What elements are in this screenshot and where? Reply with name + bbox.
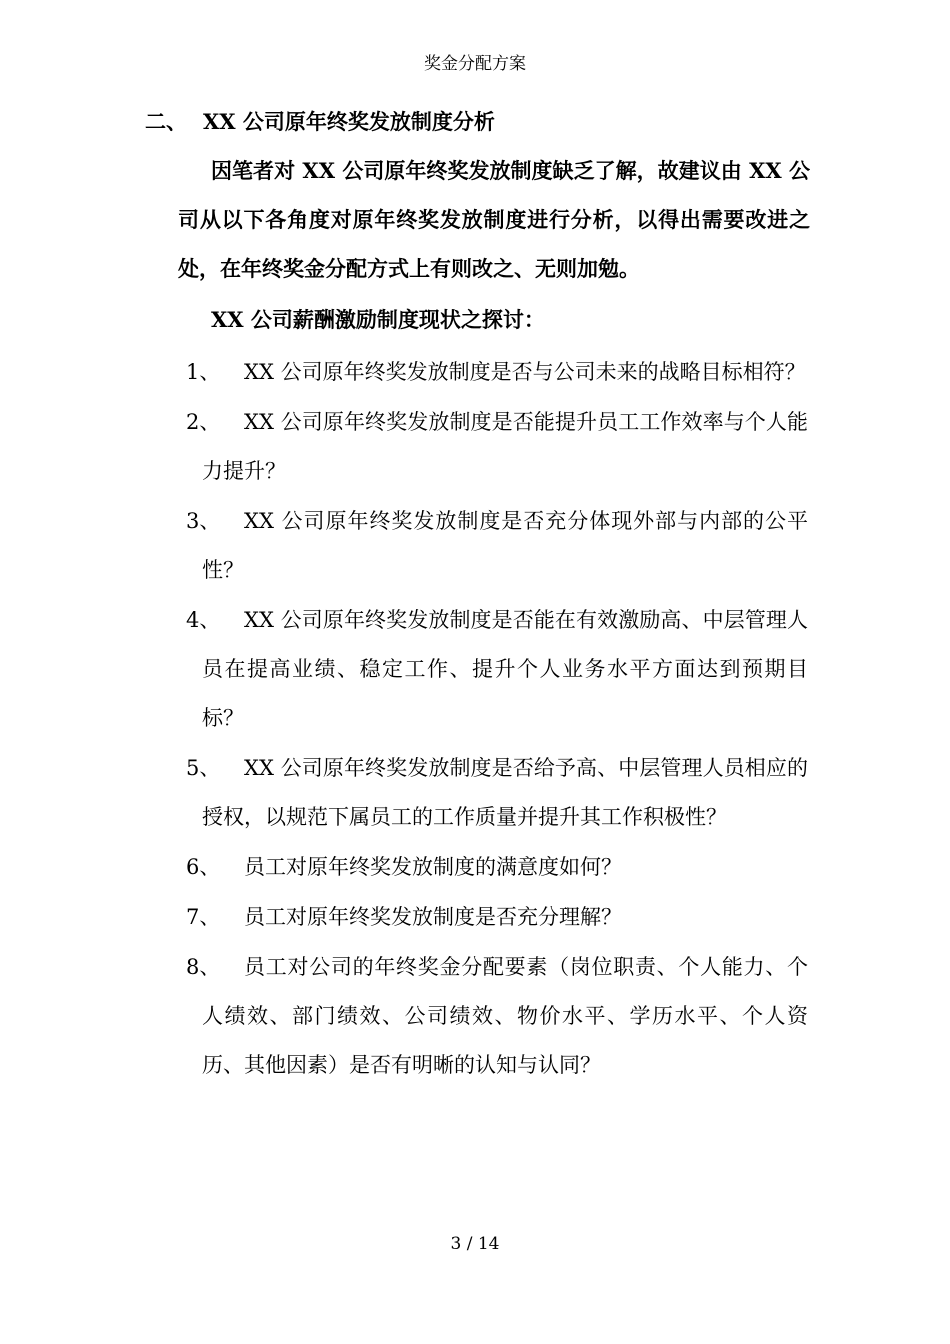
section-number: 二、 bbox=[145, 109, 187, 134]
page-number-separator: / bbox=[466, 1234, 473, 1254]
question-number: 4、 bbox=[186, 608, 221, 632]
question-item-1 bbox=[0, 348, 950, 397]
question-number: 6、 bbox=[186, 855, 221, 879]
question-item-3 bbox=[0, 497, 950, 595]
question-text: XX 公司原年终奖发放制度是否给予高、中层管理人员相应的授权，以规范下属员工的工作质量并提升其工作积极性？ bbox=[202, 756, 808, 829]
question-text: XX 公司原年终奖发放制度是否充分体现外部与内部的公平性？ bbox=[202, 509, 808, 582]
section-title: XX 公司原年终奖发放制度分析 bbox=[203, 109, 495, 134]
question-text: XX 公司原年终奖发放制度是否与公司未来的战略目标相符？ bbox=[244, 360, 806, 384]
question-text: XX 公司原年终奖发放制度是否能提升员工工作效率与个人能力提升？ bbox=[202, 410, 808, 483]
page-number-current: 3 bbox=[450, 1234, 462, 1254]
question-item-7 bbox=[0, 893, 950, 942]
question-text: 员工对原年终奖发放制度的满意度如何？ bbox=[244, 855, 622, 879]
question-number: 8、 bbox=[186, 955, 221, 979]
page-header bbox=[0, 52, 950, 76]
question-item-6 bbox=[0, 843, 950, 892]
page-footer bbox=[0, 1232, 950, 1256]
question-item-5 bbox=[0, 744, 950, 842]
question-item-2 bbox=[0, 398, 950, 496]
question-text: XX 公司原年终奖发放制度是否能在有效激励高、中层管理人员在提高业绩、稳定工作、提升个人业务水平方面达到预期目标？ bbox=[202, 608, 808, 730]
section-heading bbox=[145, 106, 495, 138]
question-number: 2、 bbox=[186, 410, 221, 434]
question-number: 1、 bbox=[186, 360, 221, 384]
question-list bbox=[0, 348, 950, 1091]
question-item-8 bbox=[0, 943, 950, 1090]
intro-paragraph: 因笔者对 XX 公司原年终奖发放制度缺乏了解，故建议由 XX 公司从以下各角度对原年终奖发放制度进行分析，以得出需要改进之处，在年终奖金分配方式上有则改之、无则加勉。 bbox=[178, 158, 810, 281]
page-number-total: 14 bbox=[477, 1234, 500, 1254]
question-number: 7、 bbox=[186, 905, 221, 929]
question-text: 员工对原年终奖发放制度是否充分理解？ bbox=[244, 905, 622, 929]
question-number: 5、 bbox=[186, 756, 221, 780]
document-title: 奖金分配方案 bbox=[424, 54, 526, 74]
question-item-4 bbox=[0, 596, 950, 743]
sub-heading: XX 公司薪酬激励制度现状之探讨： bbox=[211, 307, 545, 332]
question-number: 3、 bbox=[186, 509, 221, 533]
question-text: 员工对公司的年终奖金分配要素（岗位职责、个人能力、个人绩效、部门绩效、公司绩效、物价水平、学历水平、个人资历、其他因素）是否有明晰的认知与认同？ bbox=[202, 955, 808, 1077]
